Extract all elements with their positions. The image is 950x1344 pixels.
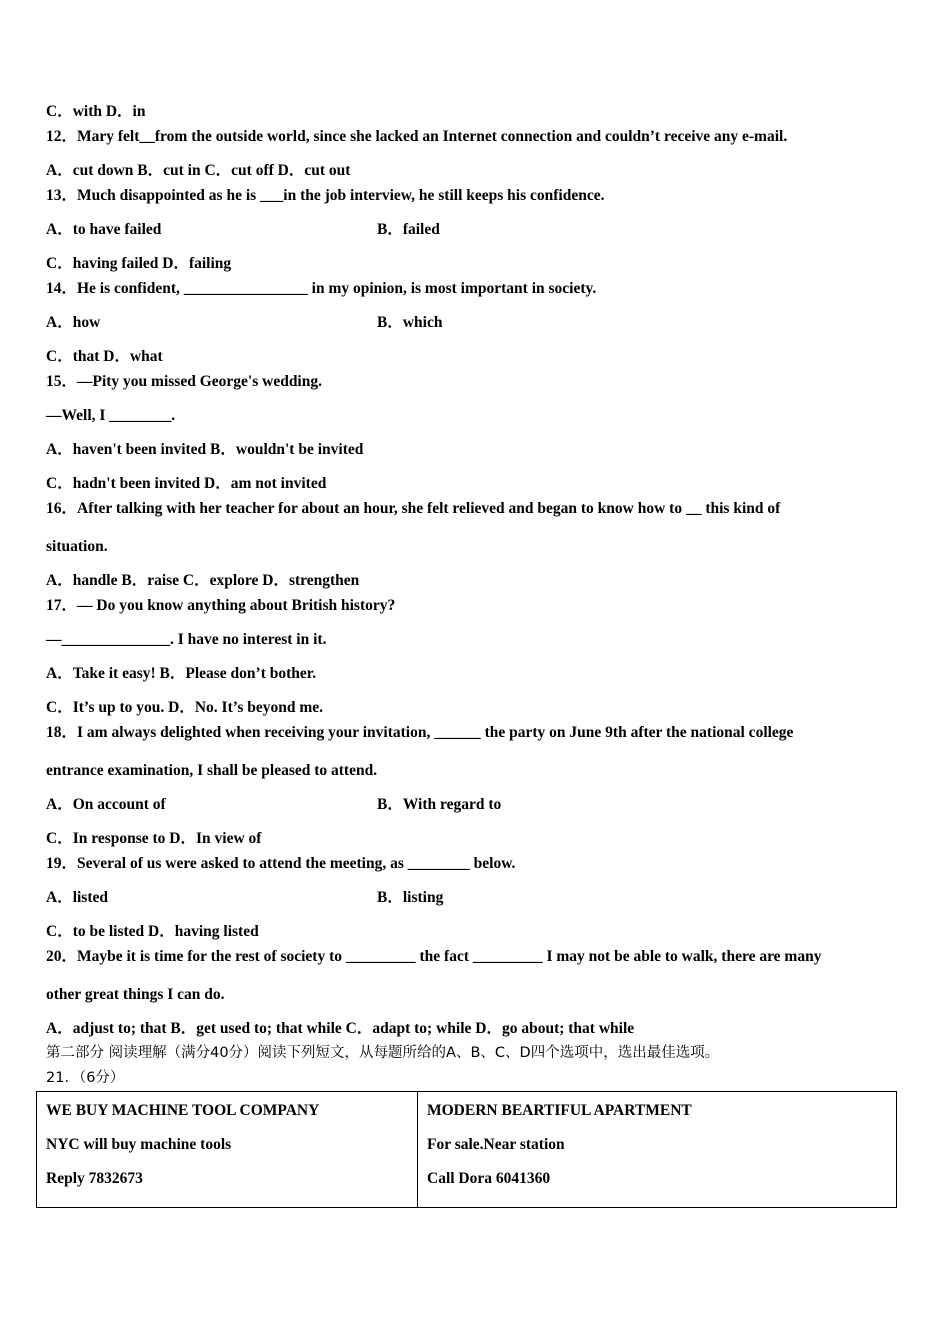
- q20-options: A．adjust to; that B．get used to; that while C．adapt to; while D．go about; that while: [46, 1020, 635, 1037]
- q16-options: A．handle B．raise C．explore D．strengthen: [46, 572, 360, 589]
- ad-right-title: MODERN BEARTIFUL APARTMENT: [427, 1102, 692, 1119]
- q14-options-cd: C．that D．what: [46, 348, 163, 365]
- q14-option-b: B．which: [377, 314, 443, 331]
- ad-left-line: Reply 7832673: [46, 1170, 143, 1187]
- q20-stem: 20．Maybe it is time for the rest of society to _________ the fact _________ I may not be able to walk, there are many: [46, 948, 822, 965]
- q12-options: A．cut down B．cut in C．cut off D．cut out: [46, 162, 351, 179]
- part2-heading: 第二部分 阅读理解（满分40分）阅读下列短文，从每题所给的A、B、C、D四个选项中，选出最佳选项。: [46, 1045, 720, 1061]
- q13-option-b: B．failed: [377, 221, 440, 238]
- q19-stem: 19．Several of us were asked to attend the meeting, as ________ below.: [46, 855, 516, 872]
- q19-option-a: A．listed: [46, 889, 109, 906]
- q15-options-cd: C．hadn't been invited D．am not invited: [46, 475, 327, 492]
- ad-left-line: NYC will buy machine tools: [46, 1136, 232, 1153]
- q13-options-cd: C．having failed D．failing: [46, 255, 232, 272]
- q15-stem: 15．—Pity you missed George's wedding.: [46, 373, 322, 390]
- q16-stem-cont: situation.: [46, 538, 108, 555]
- q18-stem: 18．I am always delighted when receiving your invitation, ______ the party on June 9th after the national college: [46, 724, 794, 741]
- ad-right-line: Call Dora 6041360: [427, 1170, 551, 1187]
- ad-left: [37, 1092, 418, 1208]
- q18-stem-cont: entrance examination, I shall be pleased to attend.: [46, 762, 378, 779]
- q20-stem-cont: other great things I can do.: [46, 986, 225, 1003]
- ad-right: [418, 1092, 897, 1208]
- q18-option-a: A．On account of: [46, 796, 166, 813]
- q17-options-cd: C．It’s up to you. D．No. It’s beyond me.: [46, 699, 324, 716]
- q15-stem2: —Well, I ________.: [46, 407, 176, 424]
- q18-option-b: B．With regard to: [377, 796, 502, 813]
- q17-options-ab: A．Take it easy! B．Please don’t bother.: [46, 665, 317, 682]
- q12-stem: 12．Mary felt__from the outside world, since she lacked an Internet connection and couldn’t receive any e-mail.: [46, 128, 788, 145]
- q13-option-a: A．to have failed: [46, 221, 162, 238]
- q19-option-b: B．listing: [377, 889, 444, 906]
- q15-options-ab: A．haven't been invited B．wouldn't be invited: [46, 441, 364, 458]
- ad-right-line: For sale.Near station: [427, 1136, 565, 1153]
- q16-stem: 16．After talking with her teacher for about an hour, she felt relieved and began to know how to __ this kind of: [46, 500, 781, 517]
- q19-options-cd: C．to be listed D．having listed: [46, 923, 259, 940]
- q21-label: 21．（6分）: [46, 1070, 125, 1086]
- ads-table: [36, 1091, 897, 1208]
- q14-stem: 14．He is confident, ________________ in my opinion, is most important in society.: [46, 280, 597, 297]
- q18-options-cd: C．In response to D．In view of: [46, 830, 262, 847]
- q14-option-a: A．how: [46, 314, 101, 331]
- q17-stem2: —______________. I have no interest in it.: [46, 631, 327, 648]
- q17-stem: 17．— Do you know anything about British history?: [46, 597, 396, 614]
- q13-stem: 13．Much disappointed as he is ___in the job interview, he still keeps his confidence.: [46, 187, 605, 204]
- q11-options-cd: C．with D．in: [46, 103, 146, 120]
- ad-left-title: WE BUY MACHINE TOOL COMPANY: [46, 1102, 320, 1119]
